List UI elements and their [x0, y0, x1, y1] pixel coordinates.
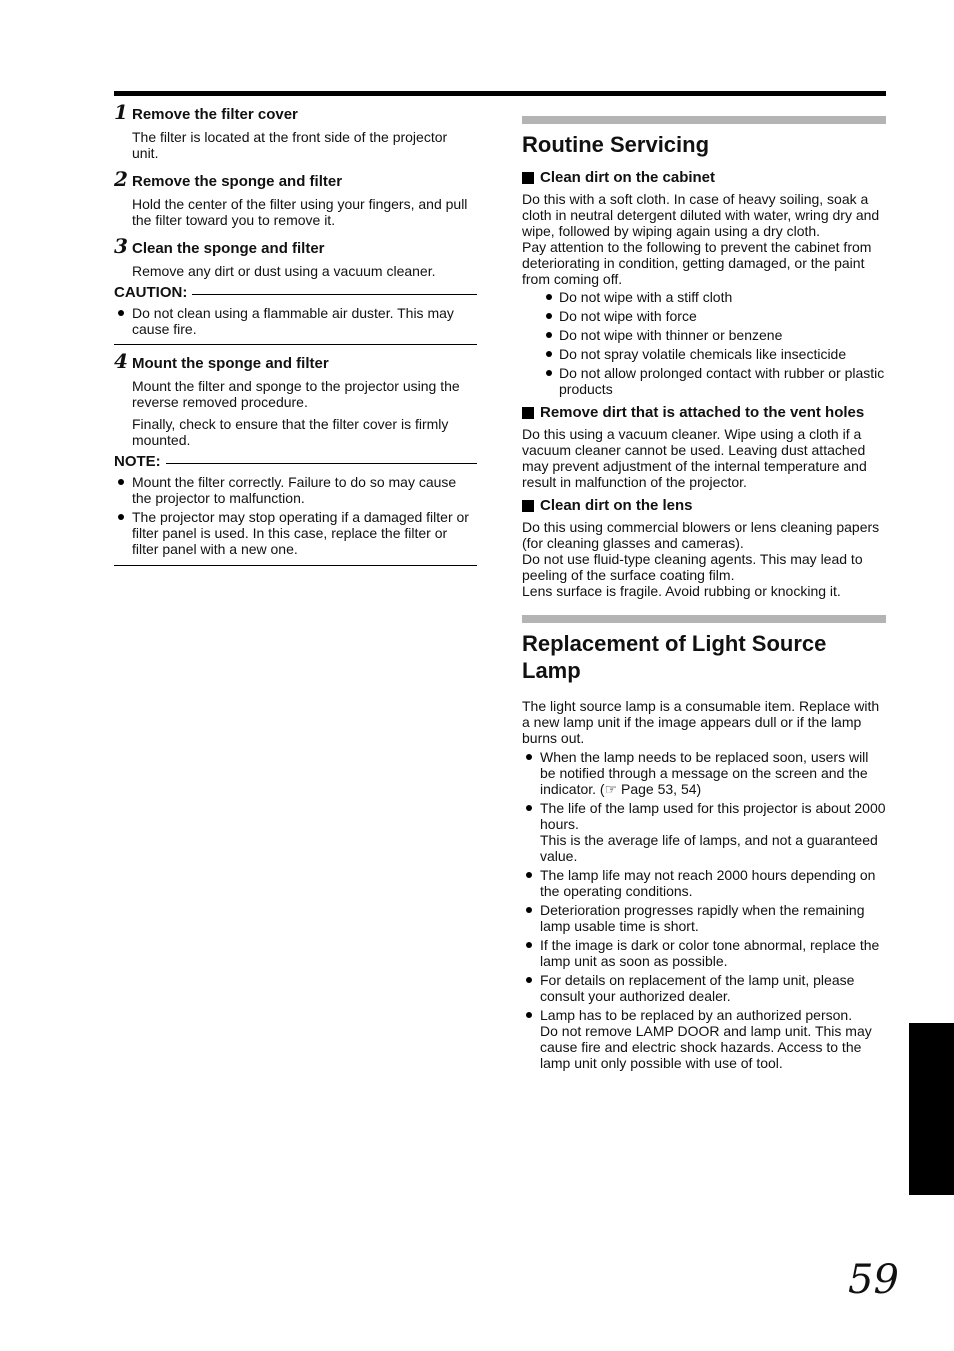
bullet-icon	[546, 351, 552, 357]
list-item: If the image is dark or color tone abnormal, replace the lamp unit as soon as possible.	[522, 937, 886, 969]
step-number: 2	[114, 167, 128, 191]
bullet-icon	[526, 977, 532, 983]
step-2	[114, 167, 477, 228]
square-bullet-icon	[522, 500, 534, 512]
list-item: Do not wipe with thinner or benzene	[522, 327, 886, 343]
list-item: Do not spray volatile chemicals like insecticide	[522, 346, 886, 362]
list-item: Do not wipe with a stiff cloth	[522, 289, 886, 305]
step-4	[114, 349, 477, 448]
step-title: Remove the filter cover	[132, 106, 298, 123]
step-title: Remove the sponge and filter	[132, 173, 343, 190]
top-rule	[114, 91, 886, 96]
caution-rule	[192, 294, 477, 295]
bullet-icon	[118, 514, 124, 520]
list-item: The lamp life may not reach 2000 hours depending on the operating conditions.	[522, 867, 886, 899]
bullet-icon	[118, 479, 124, 485]
lamp-intro: The light source lamp is a consumable item. Replace with a new lamp unit if the image appears dull or if the lamp burns out.	[522, 698, 880, 746]
step-text: Hold the center of the filter using your fingers, and pull the filter toward you to remove it.	[132, 196, 468, 228]
bullet-icon	[526, 754, 532, 760]
step-text: Mount the filter and sponge to the projector using the reverse removed procedure.	[132, 378, 460, 410]
bullet-icon	[526, 872, 532, 878]
bullet-icon	[546, 313, 552, 319]
caution-bottom-rule	[114, 344, 477, 345]
bullet-icon	[118, 310, 124, 316]
list-item: Lamp has to be replaced by an authorized person. Do not remove LAMP DOOR and lamp unit. This may cause fire and electric shock hazards. Access to the lamp unit only possible with use of tool.	[522, 1007, 886, 1071]
note-bottom-rule	[114, 565, 477, 566]
cabinet-text: Do this with a soft cloth. In case of heavy soiling, soak a cloth in neutral detergent diluted with water, wring dry and wipe, followed by wiping again using a dry cloth. Pay attention to the following to prevent the cabinet from deteriorating in condition, getting damaged, or the paint from coming off.	[522, 191, 880, 287]
list-item: Do not allow prolonged contact with rubber or plastic products	[522, 365, 886, 397]
list-item: When the lamp needs to be replaced soon, users will be notified through a message on the screen and the indicator. (☞ Page 53, 54)	[522, 749, 886, 797]
list-item: Do not wipe with force	[522, 308, 886, 324]
step-text: Remove any dirt or dust using a vacuum cleaner.	[132, 263, 436, 279]
bullet-icon	[526, 942, 532, 948]
right-column	[522, 116, 886, 1074]
cabinet-list	[522, 289, 886, 397]
bullet-icon	[546, 332, 552, 338]
step-title: Clean the sponge and filter	[132, 240, 325, 257]
list-item: The projector may stop operating if a damaged filter or filter panel is used. In this case, replace the filter or filter panel with a new one.	[114, 509, 477, 557]
note-list	[114, 474, 477, 557]
subheading-vent: Remove dirt that is attached to the vent holes	[522, 405, 886, 421]
step-number: 4	[114, 349, 128, 373]
lens-text: Do this using commercial blowers or lens cleaning papers (for cleaning glasses and cameras). Do not use fluid-type cleaning agents. This may lead to peeling of the surface coating film. Lens surface is fragile. Avoid rubbing or knocking it.	[522, 519, 880, 599]
bullet-icon	[546, 294, 552, 300]
list-item: Do not clean using a flammable air duster. This may cause fire.	[114, 305, 477, 337]
square-bullet-icon	[522, 172, 534, 184]
bullet-icon	[526, 805, 532, 811]
step-3	[114, 234, 477, 279]
caution-heading	[114, 285, 477, 301]
note-rule	[166, 463, 477, 464]
left-column	[114, 100, 477, 566]
caution-list	[114, 305, 477, 337]
bullet-icon	[546, 370, 552, 376]
bullet-icon	[526, 907, 532, 913]
side-tab	[909, 1023, 954, 1195]
step-text: Finally, check to ensure that the filter cover is firmly mounted.	[132, 416, 449, 448]
lamp-list	[522, 749, 886, 1071]
caution-label: CAUTION:	[114, 284, 188, 301]
section-title-routine: Routine Servicing	[522, 132, 710, 157]
vent-text: Do this using a vacuum cleaner. Wipe using a cloth if a vacuum cleaner cannot be used. Leaving dust attached may prevent adjustment of the internal temperature and result in malfunction of the projector.	[522, 426, 867, 490]
list-item: Deterioration progresses rapidly when the remaining lamp usable time is short.	[522, 902, 886, 934]
subheading-cabinet: Clean dirt on the cabinet	[522, 170, 886, 186]
section-bar	[522, 615, 886, 623]
note-heading	[114, 454, 477, 470]
step-number: 3	[114, 234, 128, 258]
list-item: Mount the filter correctly. Failure to do so may cause the projector to malfunction.	[114, 474, 477, 506]
section-bar	[522, 116, 886, 124]
note-label: NOTE:	[114, 453, 161, 470]
square-bullet-icon	[522, 407, 534, 419]
step-text: The filter is located at the front side of the projector unit.	[132, 129, 448, 161]
section-title-lamp: Replacement of Light Source Lamp	[522, 631, 827, 683]
list-item: For details on replacement of the lamp unit, please consult your authorized dealer.	[522, 972, 886, 1004]
subheading-lens: Clean dirt on the lens	[522, 498, 886, 514]
bullet-icon	[526, 1012, 532, 1018]
list-item: The life of the lamp used for this projector is about 2000 hours. This is the average life of lamps, and not a guaranteed value.	[522, 800, 886, 864]
step-number: 1	[114, 100, 128, 124]
page-number: 59	[848, 1257, 899, 1303]
step-title: Mount the sponge and filter	[132, 355, 329, 372]
step-1	[114, 100, 477, 161]
